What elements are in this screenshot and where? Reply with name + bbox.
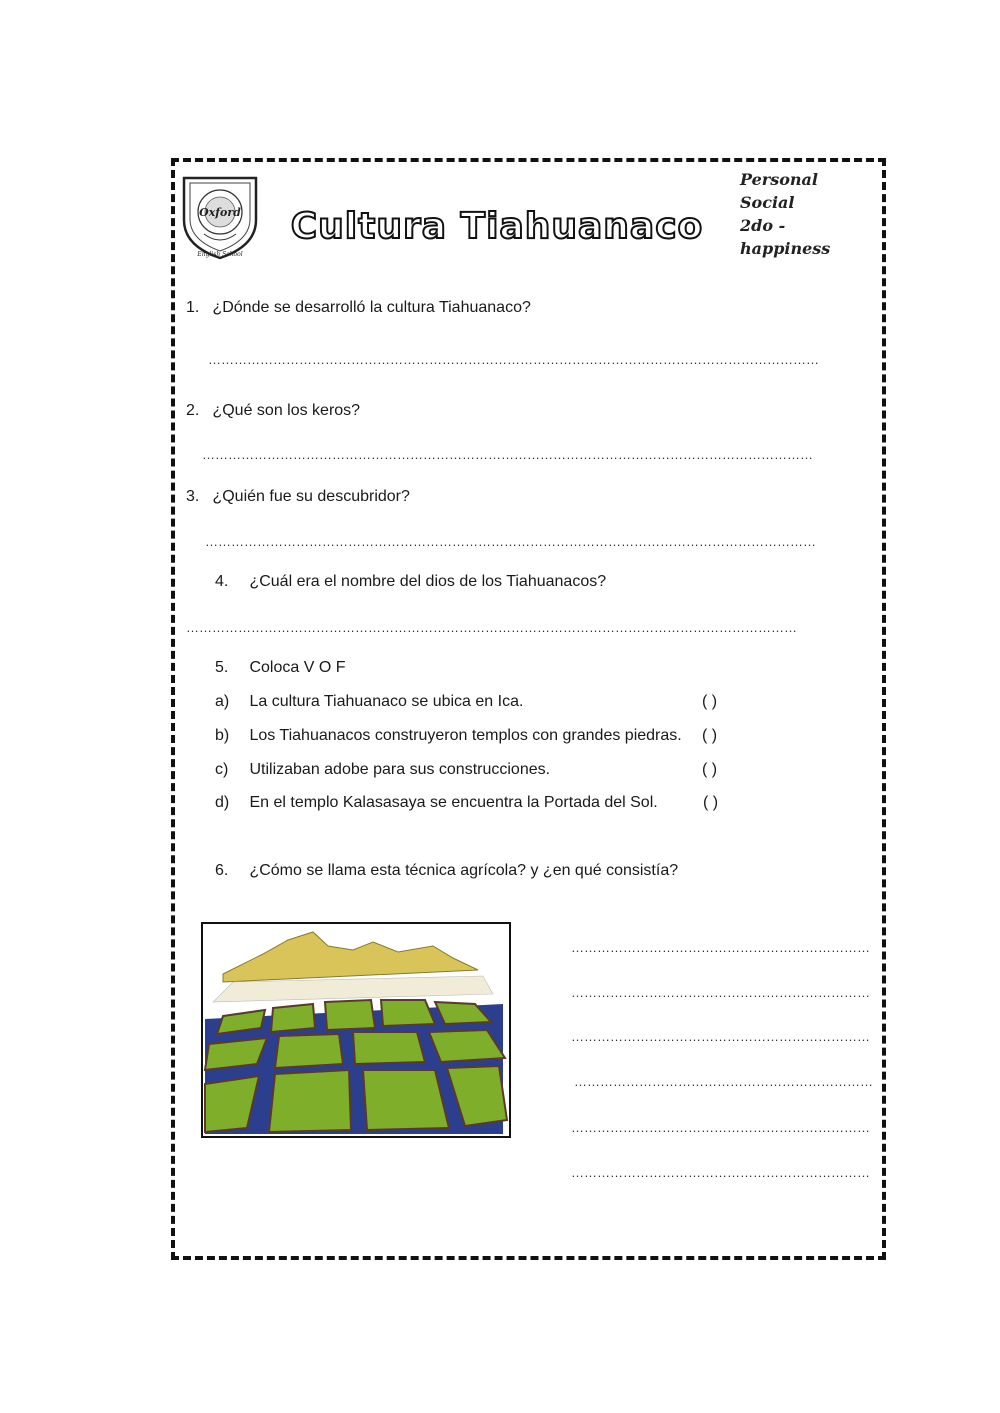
answer-line-6-1[interactable]: …………………………………………………………… xyxy=(571,940,870,955)
answer-blank-d[interactable]: ( ) xyxy=(703,794,719,811)
question-number: 6. xyxy=(215,862,229,879)
question-text: Coloca V O F xyxy=(249,659,346,676)
worksheet-title xyxy=(292,196,702,252)
answer-line-6-6[interactable]: …………………………………………………………… xyxy=(571,1165,870,1180)
item-letter: b) xyxy=(215,727,230,744)
logo-name: Oxford xyxy=(199,206,241,219)
question-5 xyxy=(215,659,345,677)
title-text: Cultura Tiahuanaco xyxy=(290,206,704,247)
item-text: En el templo Kalasasaya se encuentra la Portada del Sol. xyxy=(249,794,658,811)
answer-line-6-4[interactable]: …………………………………………………………… xyxy=(574,1074,873,1089)
item-text: La cultura Tiahuanaco se ubica en Ica. xyxy=(249,693,524,710)
item-text: Los Tiahuanacos construyeron templos con grandes piedras. xyxy=(249,727,682,744)
header-info xyxy=(740,168,870,260)
answer-line-6-3[interactable]: …………………………………………………………… xyxy=(571,1029,870,1044)
answer-blank-a[interactable]: ( ) xyxy=(702,693,718,710)
subject-label: Personal Social xyxy=(740,170,818,212)
item-letter: a) xyxy=(215,693,230,710)
answer-line-6-2[interactable]: …………………………………………………………… xyxy=(571,985,870,1000)
farm-field-drawing xyxy=(203,924,509,1136)
question-text: ¿Dónde se desarrolló la cultura Tiahuanaco? xyxy=(212,299,531,316)
answer-line-4[interactable]: …………………………………………………………………………………………………………………………… xyxy=(186,620,797,635)
question-2 xyxy=(186,402,360,420)
question-1 xyxy=(186,299,531,317)
true-false-item-c xyxy=(215,761,550,779)
raised-fields-illustration xyxy=(201,922,511,1138)
item-text: Utilizaban adobe para sus construcciones. xyxy=(249,761,551,778)
answer-blank-c[interactable]: ( ) xyxy=(702,761,718,778)
question-text: ¿Cuál era el nombre del dios de los Tiahuanacos? xyxy=(249,573,607,590)
answer-line-1[interactable]: …………………………………………………………………………………………………………………………… xyxy=(208,352,819,367)
item-letter: d) xyxy=(215,794,230,811)
question-number: 5. xyxy=(215,659,229,676)
question-text: ¿Qué son los keros? xyxy=(212,402,361,419)
question-text: ¿Quién fue su descubridor? xyxy=(212,488,410,505)
question-3 xyxy=(186,488,410,506)
question-number: 1. xyxy=(186,299,200,316)
answer-blank-b[interactable]: ( ) xyxy=(702,727,718,744)
question-number: 2. xyxy=(186,402,200,419)
question-number: 4. xyxy=(215,573,229,590)
question-4 xyxy=(215,573,606,591)
grade-label: 2do - happiness xyxy=(740,216,831,258)
item-letter: c) xyxy=(215,761,229,778)
logo-caption: English School xyxy=(197,251,243,258)
true-false-item-d xyxy=(215,794,658,812)
school-crest-logo xyxy=(178,172,262,262)
answer-line-6-5[interactable]: …………………………………………………………… xyxy=(571,1120,870,1135)
question-6 xyxy=(215,862,678,880)
answer-line-3[interactable]: …………………………………………………………………………………………………………………………… xyxy=(205,534,816,549)
answer-line-2[interactable]: …………………………………………………………………………………………………………………………… xyxy=(202,447,813,462)
true-false-item-b xyxy=(215,727,682,745)
question-text: ¿Cómo se llama esta técnica agrícola? y ¿en qué consistía? xyxy=(249,862,679,879)
true-false-item-a xyxy=(215,693,523,711)
question-number: 3. xyxy=(186,488,200,505)
